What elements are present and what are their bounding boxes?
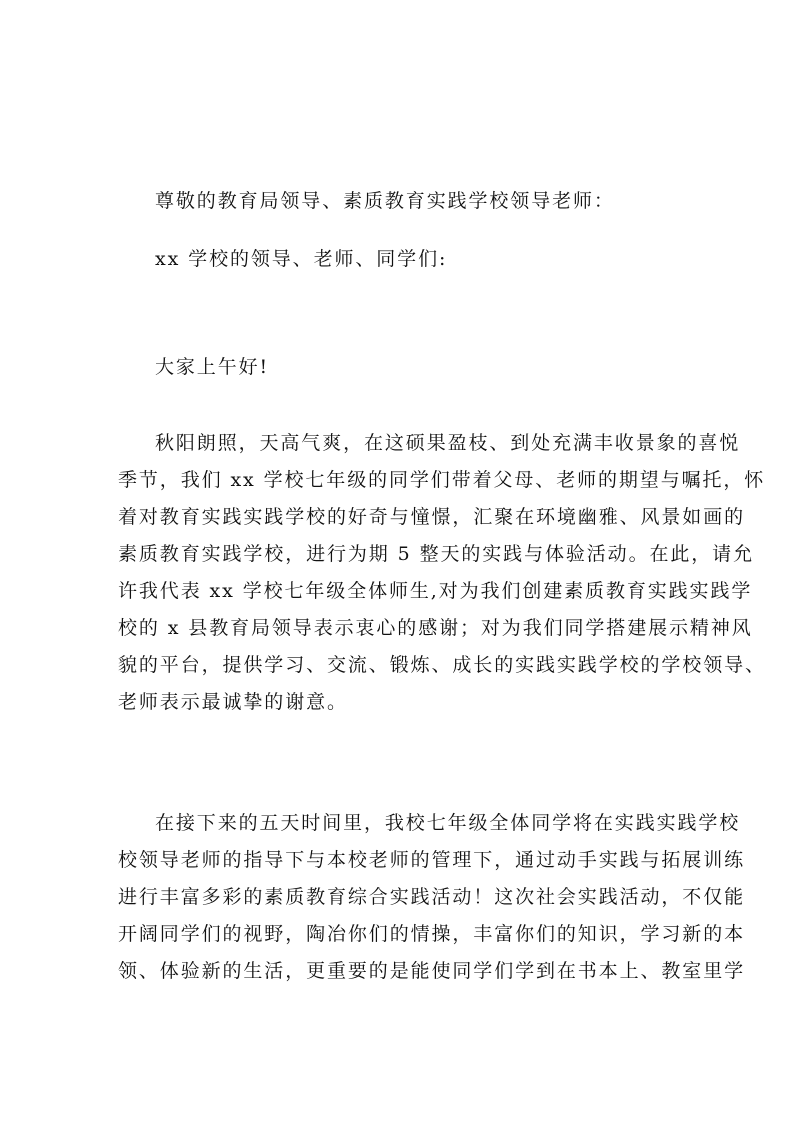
paragraph-line: 进行丰富多彩的素质教育综合实践活动！这次社会实践活动，不仅能 (118, 886, 746, 908)
paragraph-line: 领、体验新的生活，更重要的是能使同学们学到在书本上、教室里学 (118, 960, 746, 982)
paragraph-line: 着对教育实践实践学校的好奇与憧憬，汇聚在环境幽雅、风景如画的 (118, 506, 746, 528)
paragraph-line: 貌的平台，提供学习、交流、锻炼、成长的实践实践学校的学校领导、 (118, 654, 766, 676)
greeting: 大家上午好! (155, 356, 270, 378)
salutation-officials: 尊敬的教育局领导、素质教育实践学校领导老师： (155, 190, 615, 212)
paragraph-line: 季节，我们 xx 学校七年级的同学们带着父母、老师的期望与嘱托，怀 (118, 469, 766, 491)
paragraph-line: 校的 x 县教育局领导表示衷心的感谢；对为我们同学搭建展示精神风 (118, 617, 753, 639)
salutation-school: xx 学校的领导、老师、同学们: (155, 248, 448, 270)
paragraph-line: 在接下来的五天时间里，我校七年级全体同学将在实践实践学校 (155, 812, 741, 834)
paragraph-line: 校领导老师的指导下与本校老师的管理下，通过动手实践与拓展训练 (118, 849, 746, 871)
paragraph-line: 许我代表 xx 学校七年级全体师生,对为我们创建素质教育实践实践学 (118, 580, 753, 602)
paragraph-line: 老师表示最诚挚的谢意。 (118, 691, 348, 713)
paragraph-line: 秋阳朗照，天高气爽，在这硕果盈枝、到处充满丰收景象的喜悦 (155, 432, 741, 454)
paragraph-line: 开阔同学们的视野，陶冶你们的情操，丰富你们的知识，学习新的本 (118, 923, 746, 945)
paragraph-line: 素质教育实践学校，进行为期 5 整天的实践与体验活动。在此，请允 (118, 543, 754, 565)
